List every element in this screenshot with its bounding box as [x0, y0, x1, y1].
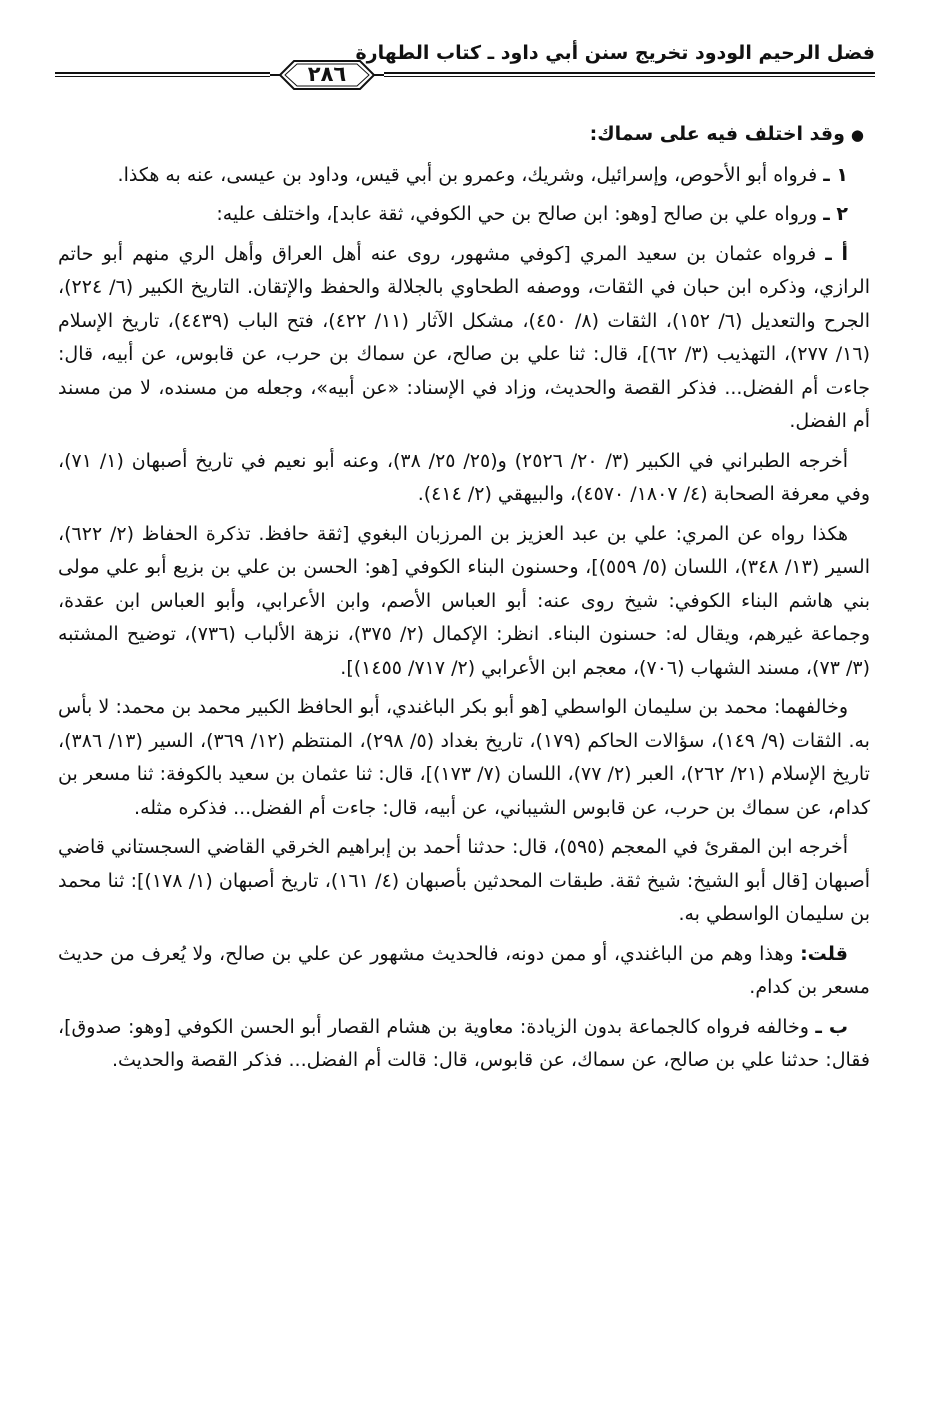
- paragraph-text: أخرجه الطبراني في الكبير (٣/ ٢٠/ ٢٥٢٦) و(٢٥/ ٢٥/ ٣٨)، وعنه أبو نعيم في تاريخ أصبهان (١/ ٧١)، وفي معرفة الصحابة (٤/ ١٨٠٧/ ٤٥٧٠)، والبيهقي (٢/ ٤١٤).: [58, 449, 870, 505]
- paragraph-intro: [58, 118, 870, 153]
- paragraph-2: [58, 198, 870, 232]
- paragraph-7: [58, 831, 870, 932]
- paragraph-9: [58, 1011, 870, 1078]
- paragraph-lead: ١ ـ: [823, 163, 848, 186]
- header-rule-right: [384, 72, 875, 77]
- paragraph-3: [58, 238, 870, 439]
- paragraph-lead: ب ـ: [815, 1015, 849, 1038]
- bullet-icon: ●: [850, 126, 864, 144]
- paragraph-text: وخالفهما: محمد بن سليمان الواسطي [هو أبو بكر الباغندي، أبو الحافظ الكبير محمد بن محمد: لا بأس به. الثقات (٩/ ١٤٩)، سؤالات الحاكم (١٧٩)، تاريخ بغداد (٥/ ٢٩٨)، المنتظم (١٢/ ٣٦٩)، السير (١٣/ ٣٨٦)، تاريخ الإسلام (٢١/ ٢٦٢)، العبر (٢/ ٧٧)، اللسان (٧/ ١٧٣)]، قال: ثنا عثمان بن سعيد بالكوفة: ثنا مسعر بن كدام، عن سماك بن حرب، عن قابوس الشيباني، عن أبيه، قال: جاءت أم الفضل... فذكره مثله.: [58, 696, 870, 819]
- paragraph-lead: أ ـ: [825, 242, 849, 265]
- page-header: [55, 38, 875, 90]
- paragraph-text: فرواه أبو الأحوص، وإسرائيل، وشريك، وعمرو بن أبي قيس، وداود بن عيسى، عنه به هكذا.: [117, 163, 818, 186]
- paragraph-text: أخرجه ابن المقرئ في المعجم (٥٩٥)، قال: حدثنا أحمد بن إبراهيم الخرقي القاضي السجستاني قاضي أصبهان [قال أبو الشيخ: شيخ ثقة. طبقات المحدثين بأصبهان (٤/ ١٦١)، تاريخ أصبهان (١/ ١٧٨)]: ثنا محمد بن سليمان الواسطي به.: [58, 836, 870, 925]
- paragraph-text: وهذا وهم من الباغندي، أو ممن دونه، فالحديث مشهور عن علي بن صالح، ولا يُعرف من حديث مسعر بن كدام.: [58, 942, 870, 998]
- paragraph-text: فرواه عثمان بن سعيد المري [كوفي مشهور، روى عنه أهل العراق وأهل الري منهم أبو حاتم الرازي، وذكره ابن حبان في الثقات، ووصفه الطحاوي بالجلالة والحفظ والإتقان. التاريخ الكبير (٦/ ٢٢٤)، الجرح والتعديل (٦/ ١٥٢)، الثقات (٨/ ٤٥٠)، مشكل الآثار (١١/ ٤٢٢)، فتح الباب (٤٤٣٩)، تاريخ الإسلام (١٦/ ٢٧٧)، التهذيب (٣/ ٦٢)]، قال: ثنا علي بن صالح، عن سماك بن حرب، عن قابوس، عن أبيه، قال: جاءت أم الفضل... فذكر القصة والحديث، وزاد في الإسناد: «عن أبيه»، وجعله من مسنده، لا من مسند أم الفضل.: [58, 242, 871, 432]
- page-number-badge: [270, 58, 384, 92]
- paragraph-8: [58, 938, 870, 1005]
- paragraph-4: [58, 445, 870, 512]
- page-number: ٢٨٦: [307, 62, 347, 86]
- paragraph-1: [58, 159, 870, 193]
- paragraph-lead: قلت:: [800, 942, 848, 965]
- paragraph-text: وخالفه فرواه كالجماعة بدون الزيادة: معاوية بن هشام القصار أبو الحسن الكوفي [وهو: صدوق]، فقال: حدثنا علي بن صالح، عن سماك، عن قابوس، قال: قالت أم الفضل... فذكر القصة والحديث.: [58, 1015, 870, 1071]
- paragraph-text: وقد اختلف فيه على سماك:: [589, 123, 845, 145]
- header-rule-left: [55, 72, 270, 77]
- paragraph-5: [58, 518, 870, 686]
- running-title: فضل الرحيم الودود تخريج سنن أبي داود ـ كتاب الطهارة: [355, 42, 875, 64]
- paragraph-text: ورواه علي بن صالح [وهو: ابن صالح بن حي الكوفي، ثقة عابد]، واختلف عليه:: [216, 203, 818, 225]
- paragraph-lead: ٢ ـ: [823, 203, 848, 225]
- paragraph-6: [58, 691, 870, 825]
- page-body: [58, 118, 870, 1084]
- paragraph-text: هكذا رواه عن المري: علي بن عبد العزيز بن المرزبان البغوي [ثقة حافظ. تذكرة الحفاظ (٢/ ٦٢٢)، السير (١٣/ ٣٤٨)، اللسان (٥/ ٥٥٩)]، وحسنون البناء الكوفي [هو: الحسن بن علي بن بزيع أبو علي مولى بني هاشم البناء الكوفي: شيخ روى عنه: أبو العباس الأصم، وابن الأعرابي، وأبو العباس ابن عقدة، وجماعة غيرهم، ويقال له: حسنون البناء. انظر: الإكمال (٢/ ٣٧٥)، نزهة الألباب (٧٣٦)، توضيح المشتبه (٣/ ٧٣)، مسند الشهاب (٧٠٦)، معجم ابن الأعرابي (٢/ ٧١٧/ ١٤٥٥)].: [58, 522, 870, 679]
